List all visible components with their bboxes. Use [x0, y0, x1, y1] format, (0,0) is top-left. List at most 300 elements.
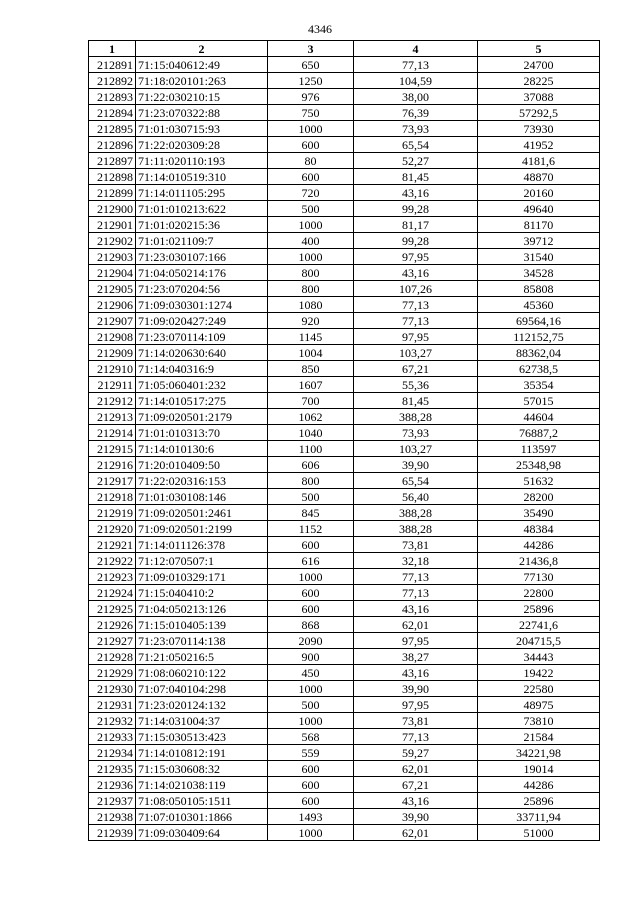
- table-row: [89, 105, 600, 121]
- table-row: [89, 393, 600, 409]
- rate-cell: 77,13: [354, 585, 478, 601]
- record-number-cell: 212925: [89, 601, 136, 617]
- value-cell: 24700: [478, 57, 600, 73]
- table-row: [89, 809, 600, 825]
- table-row: [89, 729, 600, 745]
- value-cell: 69564,16: [478, 313, 600, 329]
- rate-cell: 104,59: [354, 73, 478, 89]
- cadastral-number-cell: 71:18:020101:263: [136, 73, 268, 89]
- record-number-cell: 212918: [89, 489, 136, 505]
- cadastral-number-cell: 71:23:070322:88: [136, 105, 268, 121]
- table-row: [89, 489, 600, 505]
- value-cell: 88362,04: [478, 345, 600, 361]
- value-cell: 35490: [478, 505, 600, 521]
- record-number-cell: 212905: [89, 281, 136, 297]
- record-number-cell: 212937: [89, 793, 136, 809]
- rate-cell: 39,90: [354, 681, 478, 697]
- cadastral-number-cell: 71:14:031004:37: [136, 713, 268, 729]
- area-cell: 920: [268, 313, 354, 329]
- table-row: [89, 665, 600, 681]
- value-cell: 20160: [478, 185, 600, 201]
- record-number-cell: 212919: [89, 505, 136, 521]
- table-row: [89, 473, 600, 489]
- record-number-cell: 212898: [89, 169, 136, 185]
- value-cell: 85808: [478, 281, 600, 297]
- rate-cell: 65,54: [354, 137, 478, 153]
- area-cell: 845: [268, 505, 354, 521]
- cadastral-number-cell: 71:09:030409:64: [136, 825, 268, 841]
- table-row: [89, 793, 600, 809]
- area-cell: 500: [268, 201, 354, 217]
- record-number-cell: 212917: [89, 473, 136, 489]
- value-cell: 48384: [478, 521, 600, 537]
- value-cell: 31540: [478, 249, 600, 265]
- area-cell: 1000: [268, 217, 354, 233]
- table-row: [89, 153, 600, 169]
- value-cell: 28200: [478, 489, 600, 505]
- cadastral-number-cell: 71:01:010213:622: [136, 201, 268, 217]
- area-cell: 1000: [268, 249, 354, 265]
- value-cell: 34443: [478, 649, 600, 665]
- table-row: [89, 425, 600, 441]
- cadastral-number-cell: 71:01:010313:70: [136, 425, 268, 441]
- page-number: 4346: [308, 22, 332, 36]
- record-number-cell: 212911: [89, 377, 136, 393]
- table-row: [89, 249, 600, 265]
- rate-cell: 55,36: [354, 377, 478, 393]
- area-cell: 80: [268, 153, 354, 169]
- area-cell: 606: [268, 457, 354, 473]
- record-number-cell: 212906: [89, 297, 136, 313]
- area-cell: 1000: [268, 713, 354, 729]
- rate-cell: 39,90: [354, 457, 478, 473]
- value-cell: 44286: [478, 777, 600, 793]
- value-cell: 34221,98: [478, 745, 600, 761]
- area-cell: 600: [268, 169, 354, 185]
- table-row: [89, 697, 600, 713]
- table-row: [89, 633, 600, 649]
- land-register-table: [88, 40, 600, 841]
- table-row: [89, 233, 600, 249]
- rate-cell: 97,95: [354, 249, 478, 265]
- table-row: [89, 313, 600, 329]
- rate-cell: 67,21: [354, 777, 478, 793]
- cadastral-number-cell: 71:14:011126:378: [136, 537, 268, 553]
- area-cell: 600: [268, 777, 354, 793]
- record-number-cell: 212893: [89, 89, 136, 105]
- area-cell: 750: [268, 105, 354, 121]
- record-number-cell: 212902: [89, 233, 136, 249]
- area-cell: 1000: [268, 825, 354, 841]
- record-number-cell: 212934: [89, 745, 136, 761]
- cadastral-number-cell: 71:15:010405:139: [136, 617, 268, 633]
- cadastral-number-cell: 71:01:020215:36: [136, 217, 268, 233]
- rate-cell: 62,01: [354, 617, 478, 633]
- value-cell: 73930: [478, 121, 600, 137]
- value-cell: 34528: [478, 265, 600, 281]
- area-cell: 600: [268, 585, 354, 601]
- cadastral-number-cell: 71:22:020316:153: [136, 473, 268, 489]
- rate-cell: 77,13: [354, 57, 478, 73]
- value-cell: 37088: [478, 89, 600, 105]
- rate-cell: 97,95: [354, 633, 478, 649]
- area-cell: 1607: [268, 377, 354, 393]
- rate-cell: 388,28: [354, 505, 478, 521]
- rate-cell: 62,01: [354, 825, 478, 841]
- table-body: [89, 57, 600, 841]
- table-row: [89, 441, 600, 457]
- rate-cell: 77,13: [354, 729, 478, 745]
- value-cell: 76887,2: [478, 425, 600, 441]
- table-row: [89, 457, 600, 473]
- record-number-cell: 212894: [89, 105, 136, 121]
- rate-cell: 73,81: [354, 713, 478, 729]
- cadastral-number-cell: 71:15:040410:2: [136, 585, 268, 601]
- record-number-cell: 212908: [89, 329, 136, 345]
- rate-cell: 43,16: [354, 601, 478, 617]
- record-number-cell: 212933: [89, 729, 136, 745]
- value-cell: 28225: [478, 73, 600, 89]
- cadastral-number-cell: 71:15:040612:49: [136, 57, 268, 73]
- record-number-cell: 212907: [89, 313, 136, 329]
- area-cell: 800: [268, 265, 354, 281]
- value-cell: 77130: [478, 569, 600, 585]
- table-row: [89, 825, 600, 841]
- table-row: [89, 121, 600, 137]
- rate-cell: 107,26: [354, 281, 478, 297]
- record-number-cell: 212930: [89, 681, 136, 697]
- cadastral-number-cell: 71:23:030107:166: [136, 249, 268, 265]
- value-cell: 48870: [478, 169, 600, 185]
- table-row: [89, 217, 600, 233]
- record-number-cell: 212920: [89, 521, 136, 537]
- rate-cell: 103,27: [354, 345, 478, 361]
- table-row: [89, 761, 600, 777]
- rate-cell: 77,13: [354, 569, 478, 585]
- cadastral-number-cell: 71:14:040316:9: [136, 361, 268, 377]
- rate-cell: 77,13: [354, 297, 478, 313]
- area-cell: 650: [268, 57, 354, 73]
- record-number-cell: 212929: [89, 665, 136, 681]
- rate-cell: 56,40: [354, 489, 478, 505]
- column-header-4: 4: [354, 41, 478, 57]
- cadastral-number-cell: 71:01:021109:7: [136, 233, 268, 249]
- value-cell: 57292,5: [478, 105, 600, 121]
- cadastral-number-cell: 71:15:030513:423: [136, 729, 268, 745]
- cadastral-number-cell: 71:23:070114:109: [136, 329, 268, 345]
- area-cell: 1000: [268, 681, 354, 697]
- record-number-cell: 212900: [89, 201, 136, 217]
- cadastral-number-cell: 71:01:030108:146: [136, 489, 268, 505]
- cadastral-number-cell: 71:08:060210:122: [136, 665, 268, 681]
- table-row: [89, 649, 600, 665]
- cadastral-number-cell: 71:14:021038:119: [136, 777, 268, 793]
- rate-cell: 73,81: [354, 537, 478, 553]
- cadastral-number-cell: 71:23:070114:138: [136, 633, 268, 649]
- rate-cell: 38,27: [354, 649, 478, 665]
- value-cell: 73810: [478, 713, 600, 729]
- record-number-cell: 212913: [89, 409, 136, 425]
- cadastral-number-cell: 71:12:070507:1: [136, 553, 268, 569]
- record-number-cell: 212895: [89, 121, 136, 137]
- table-row: [89, 329, 600, 345]
- record-number-cell: 212921: [89, 537, 136, 553]
- value-cell: 19422: [478, 665, 600, 681]
- table-row: [89, 89, 600, 105]
- value-cell: 51632: [478, 473, 600, 489]
- rate-cell: 43,16: [354, 185, 478, 201]
- record-number-cell: 212892: [89, 73, 136, 89]
- value-cell: 44286: [478, 537, 600, 553]
- cadastral-number-cell: 71:14:010517:275: [136, 393, 268, 409]
- rate-cell: 32,18: [354, 553, 478, 569]
- cadastral-number-cell: 71:04:050213:126: [136, 601, 268, 617]
- rate-cell: 97,95: [354, 697, 478, 713]
- cadastral-number-cell: 71:09:020427:249: [136, 313, 268, 329]
- area-cell: 400: [268, 233, 354, 249]
- rate-cell: 388,28: [354, 521, 478, 537]
- rate-cell: 59,27: [354, 745, 478, 761]
- area-cell: 1004: [268, 345, 354, 361]
- record-number-cell: 212923: [89, 569, 136, 585]
- value-cell: 21436,8: [478, 553, 600, 569]
- table-row: [89, 601, 600, 617]
- area-cell: 600: [268, 537, 354, 553]
- table-row: [89, 169, 600, 185]
- record-number-cell: 212910: [89, 361, 136, 377]
- table-row: [89, 265, 600, 281]
- table-row: [89, 57, 600, 73]
- record-number-cell: 212901: [89, 217, 136, 233]
- record-number-cell: 212928: [89, 649, 136, 665]
- rate-cell: 73,93: [354, 425, 478, 441]
- table-row: [89, 361, 600, 377]
- value-cell: 49640: [478, 201, 600, 217]
- cadastral-number-cell: 71:09:030301:1274: [136, 297, 268, 313]
- rate-cell: 73,93: [354, 121, 478, 137]
- record-number-cell: 212932: [89, 713, 136, 729]
- record-number-cell: 212909: [89, 345, 136, 361]
- value-cell: 4181,6: [478, 153, 600, 169]
- cadastral-number-cell: 71:01:030715:93: [136, 121, 268, 137]
- cadastral-number-cell: 71:07:040104:298: [136, 681, 268, 697]
- cadastral-number-cell: 71:05:060401:232: [136, 377, 268, 393]
- area-cell: 1080: [268, 297, 354, 313]
- table-row: [89, 745, 600, 761]
- cadastral-number-cell: 71:14:010130:6: [136, 441, 268, 457]
- record-number-cell: 212931: [89, 697, 136, 713]
- record-number-cell: 212935: [89, 761, 136, 777]
- cadastral-number-cell: 71:14:020630:640: [136, 345, 268, 361]
- record-number-cell: 212916: [89, 457, 136, 473]
- rate-cell: 99,28: [354, 201, 478, 217]
- column-header-5: 5: [478, 41, 600, 57]
- table-row: [89, 409, 600, 425]
- value-cell: 21584: [478, 729, 600, 745]
- table-row: [89, 585, 600, 601]
- table-header-row: [89, 41, 600, 57]
- record-number-cell: 212938: [89, 809, 136, 825]
- value-cell: 22580: [478, 681, 600, 697]
- table-row: [89, 777, 600, 793]
- cadastral-number-cell: 71:08:050105:1511: [136, 793, 268, 809]
- rate-cell: 81,45: [354, 393, 478, 409]
- area-cell: 1062: [268, 409, 354, 425]
- value-cell: 25348,98: [478, 457, 600, 473]
- value-cell: 44604: [478, 409, 600, 425]
- cadastral-number-cell: 71:14:011105:295: [136, 185, 268, 201]
- area-cell: 600: [268, 137, 354, 153]
- rate-cell: 81,45: [354, 169, 478, 185]
- area-cell: 568: [268, 729, 354, 745]
- cadastral-number-cell: 71:04:050214:176: [136, 265, 268, 281]
- area-cell: 1152: [268, 521, 354, 537]
- area-cell: 868: [268, 617, 354, 633]
- cadastral-number-cell: 71:09:010329:171: [136, 569, 268, 585]
- cadastral-number-cell: 71:07:010301:1866: [136, 809, 268, 825]
- area-cell: 720: [268, 185, 354, 201]
- cadastral-number-cell: 71:21:050216:5: [136, 649, 268, 665]
- table-row: [89, 345, 600, 361]
- table-row: [89, 137, 600, 153]
- value-cell: 57015: [478, 393, 600, 409]
- rate-cell: 388,28: [354, 409, 478, 425]
- rate-cell: 43,16: [354, 793, 478, 809]
- value-cell: 41952: [478, 137, 600, 153]
- rate-cell: 103,27: [354, 441, 478, 457]
- column-header-3: 3: [268, 41, 354, 57]
- cadastral-number-cell: 71:15:030608:32: [136, 761, 268, 777]
- area-cell: 600: [268, 761, 354, 777]
- rate-cell: 62,01: [354, 761, 478, 777]
- area-cell: 1250: [268, 73, 354, 89]
- record-number-cell: 212891: [89, 57, 136, 73]
- rate-cell: 43,16: [354, 665, 478, 681]
- table-row: [89, 713, 600, 729]
- area-cell: 616: [268, 553, 354, 569]
- table-row: [89, 617, 600, 633]
- area-cell: 800: [268, 473, 354, 489]
- table-row: [89, 553, 600, 569]
- area-cell: 1100: [268, 441, 354, 457]
- record-number-cell: 212926: [89, 617, 136, 633]
- value-cell: 113597: [478, 441, 600, 457]
- record-number-cell: 212936: [89, 777, 136, 793]
- table-row: [89, 681, 600, 697]
- record-number-cell: 212904: [89, 265, 136, 281]
- table-row: [89, 569, 600, 585]
- area-cell: 1000: [268, 569, 354, 585]
- column-header-1: 1: [89, 41, 136, 57]
- value-cell: 33711,94: [478, 809, 600, 825]
- value-cell: 25896: [478, 601, 600, 617]
- area-cell: 700: [268, 393, 354, 409]
- cadastral-number-cell: 71:09:020501:2179: [136, 409, 268, 425]
- area-cell: 1145: [268, 329, 354, 345]
- value-cell: 22741,6: [478, 617, 600, 633]
- table-row: [89, 297, 600, 313]
- area-cell: 2090: [268, 633, 354, 649]
- area-cell: 450: [268, 665, 354, 681]
- rate-cell: 52,27: [354, 153, 478, 169]
- table-row: [89, 537, 600, 553]
- rate-cell: 76,39: [354, 105, 478, 121]
- cadastral-number-cell: 71:09:020501:2461: [136, 505, 268, 521]
- rate-cell: 77,13: [354, 313, 478, 329]
- table-row: [89, 281, 600, 297]
- table-row: [89, 201, 600, 217]
- value-cell: 45360: [478, 297, 600, 313]
- cadastral-number-cell: 71:22:030210:15: [136, 89, 268, 105]
- value-cell: 81170: [478, 217, 600, 233]
- record-number-cell: 212939: [89, 825, 136, 841]
- rate-cell: 97,95: [354, 329, 478, 345]
- area-cell: 976: [268, 89, 354, 105]
- cadastral-number-cell: 71:11:020110:193: [136, 153, 268, 169]
- column-header-2: 2: [136, 41, 268, 57]
- record-number-cell: 212922: [89, 553, 136, 569]
- area-cell: 1000: [268, 121, 354, 137]
- rate-cell: 43,16: [354, 265, 478, 281]
- area-cell: 800: [268, 281, 354, 297]
- value-cell: 35354: [478, 377, 600, 393]
- value-cell: 62738,5: [478, 361, 600, 377]
- record-number-cell: 212896: [89, 137, 136, 153]
- area-cell: 559: [268, 745, 354, 761]
- value-cell: 48975: [478, 697, 600, 713]
- value-cell: 112152,75: [478, 329, 600, 345]
- cadastral-number-cell: 71:09:020501:2199: [136, 521, 268, 537]
- area-cell: 500: [268, 697, 354, 713]
- value-cell: 19014: [478, 761, 600, 777]
- cadastral-number-cell: 71:23:020124:132: [136, 697, 268, 713]
- area-cell: 850: [268, 361, 354, 377]
- record-number-cell: 212927: [89, 633, 136, 649]
- area-cell: 900: [268, 649, 354, 665]
- record-number-cell: 212903: [89, 249, 136, 265]
- table-row: [89, 185, 600, 201]
- table-row: [89, 377, 600, 393]
- table-row: [89, 505, 600, 521]
- area-cell: 600: [268, 601, 354, 617]
- value-cell: 25896: [478, 793, 600, 809]
- cadastral-number-cell: 71:14:010519:310: [136, 169, 268, 185]
- record-number-cell: 212915: [89, 441, 136, 457]
- rate-cell: 65,54: [354, 473, 478, 489]
- record-number-cell: 212899: [89, 185, 136, 201]
- value-cell: 204715,5: [478, 633, 600, 649]
- area-cell: 1040: [268, 425, 354, 441]
- rate-cell: 67,21: [354, 361, 478, 377]
- table-row: [89, 521, 600, 537]
- area-cell: 1493: [268, 809, 354, 825]
- record-number-cell: 212912: [89, 393, 136, 409]
- value-cell: 39712: [478, 233, 600, 249]
- value-cell: 22800: [478, 585, 600, 601]
- rate-cell: 99,28: [354, 233, 478, 249]
- cadastral-number-cell: 71:14:010812:191: [136, 745, 268, 761]
- record-number-cell: 212897: [89, 153, 136, 169]
- record-number-cell: 212914: [89, 425, 136, 441]
- cadastral-number-cell: 71:20:010409:50: [136, 457, 268, 473]
- table-row: [89, 73, 600, 89]
- rate-cell: 39,90: [354, 809, 478, 825]
- record-number-cell: 212924: [89, 585, 136, 601]
- value-cell: 51000: [478, 825, 600, 841]
- area-cell: 500: [268, 489, 354, 505]
- cadastral-number-cell: 71:22:020309:28: [136, 137, 268, 153]
- rate-cell: 38,00: [354, 89, 478, 105]
